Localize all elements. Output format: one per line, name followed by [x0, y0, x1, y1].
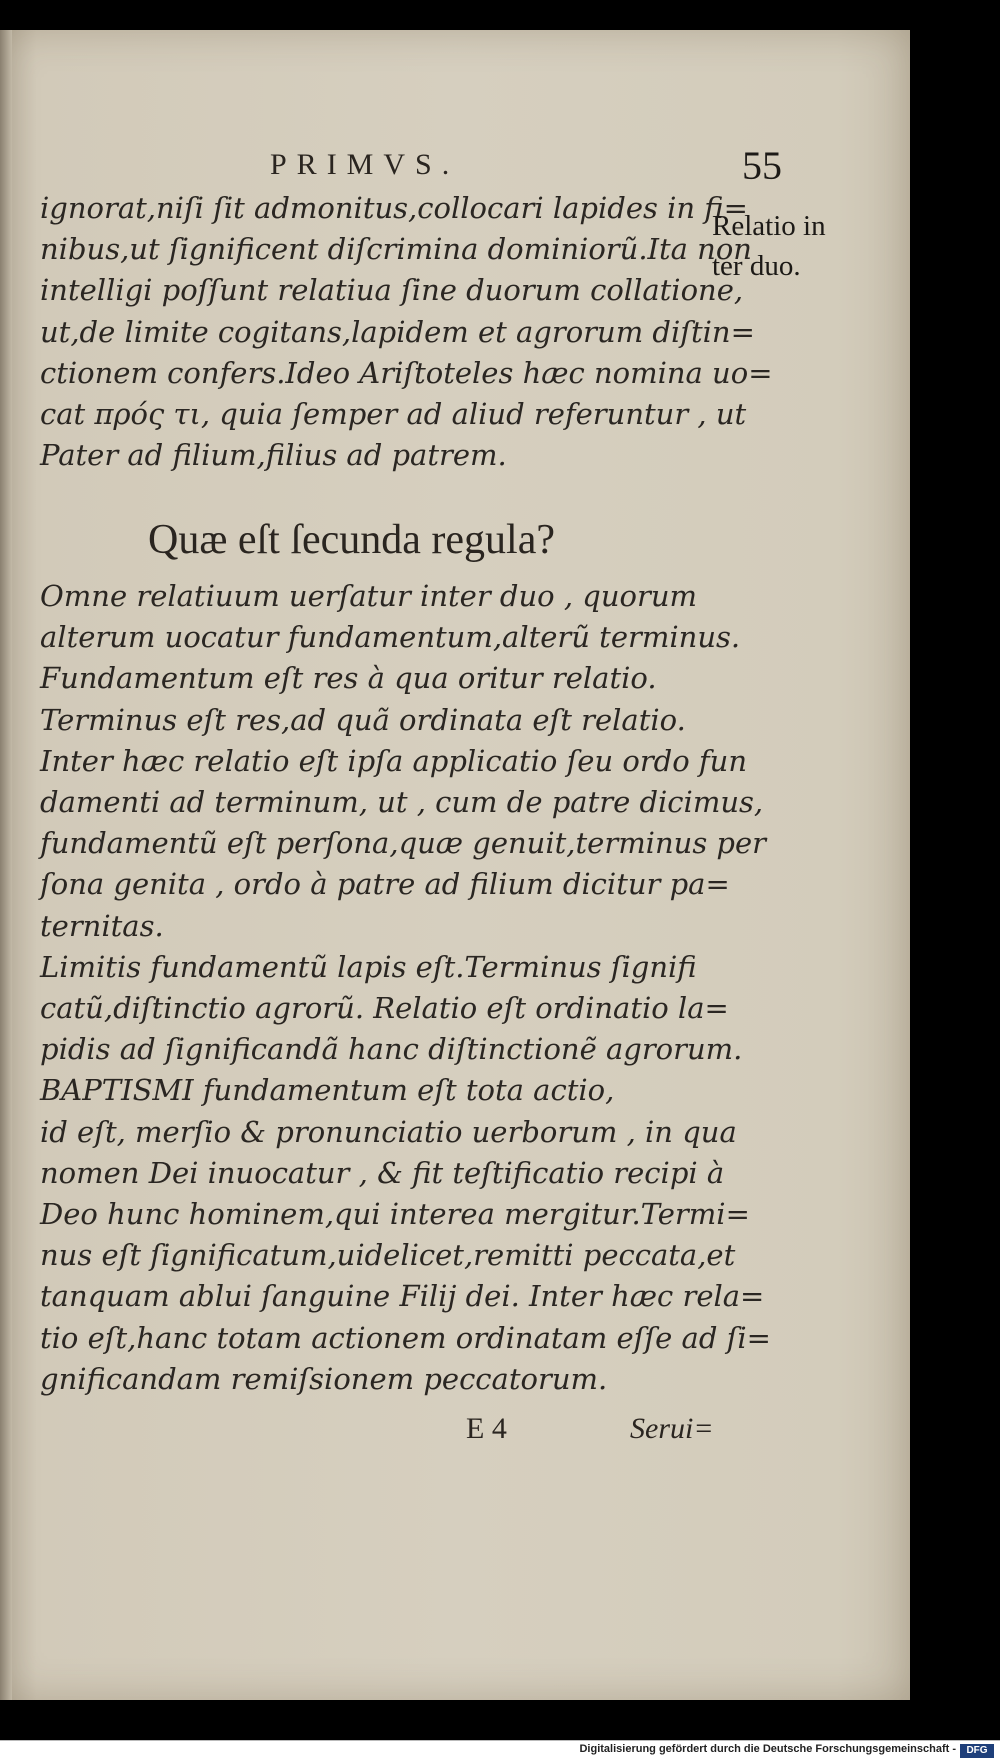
- marginal-note: [712, 206, 892, 286]
- text-line: ctionem confers.Ideo Ariſtoteles hæc nomina uo=: [40, 355, 773, 390]
- text-line: tanquam ablui ſanguine Filij dei. Inter hæc rela=: [40, 1279, 765, 1314]
- text-line: fundamentũ eſt perſona,quæ genuit,terminus per: [40, 826, 767, 861]
- text-line: nomen Dei inuocatur , & fit teſtificatio recipi à: [40, 1155, 725, 1190]
- running-head: PRIMVS.: [270, 148, 460, 181]
- margin-line: Relatio in: [712, 210, 826, 242]
- text-line: gnificandam remiſsionem peccatorum.: [40, 1361, 608, 1396]
- text-line: BAPTISMI fundamentum eſt tota actio,: [40, 1073, 615, 1108]
- text-block-2: [40, 576, 771, 1400]
- footer-bar: [0, 1740, 1000, 1761]
- text-line: Limitis fundamentũ lapis eſt.Terminus ſignifi: [40, 949, 697, 984]
- funding-credit: Digitalisierung gefördert durch die Deutsche Forschungsgemeinschaft -: [579, 1743, 956, 1755]
- text-line: ut,de limite cogitans,lapidem et agrorum diſtin=: [40, 314, 755, 349]
- text-line: Terminus eſt res,ad quã ordinata eſt relatio.: [40, 702, 686, 737]
- margin-line: ter duo.: [712, 250, 801, 282]
- book-page: [0, 30, 910, 1700]
- text-line: id eſt, merſio & pronunciatio uerborum , in qua: [40, 1114, 737, 1149]
- text-line: nibus,ut ſignificent diſcrimina dominiorũ.Ita non: [40, 232, 752, 267]
- section-heading: Quæ eſt ſecunda regula?: [148, 517, 555, 563]
- text-line: damenti ad terminum, ut , cum de patre dicimus,: [40, 785, 764, 820]
- text-line: Inter hæc relatio eſt ipſa applicatio ſeu ordo fun: [40, 743, 748, 778]
- text-line: Pater ad filium,filius ad patrem.: [40, 438, 507, 473]
- catchword: Serui=: [630, 1412, 714, 1445]
- dfg-logo-icon: DFG: [960, 1744, 994, 1758]
- text-line: nus eſt ſignificatum,uidelicet,remitti peccata,et: [40, 1238, 736, 1273]
- text-line: ternitas.: [40, 908, 164, 943]
- text-line: pidis ad ſignificandã hanc diſtinctionẽ agrorum.: [40, 1032, 743, 1067]
- text-line: Fundamentum eſt res à qua oritur relatio.: [40, 661, 657, 696]
- text-line: Omne relatiuum uerſatur inter duo , quorum: [40, 579, 698, 613]
- text-line: cat πρός τι, quia ſemper ad aliud referuntur , ut: [40, 397, 747, 432]
- text-line: alterum uocatur fundamentum,alterũ terminus.: [40, 620, 741, 655]
- text-line: ignorat,niſi ſit admonitus,collocari lapides in fi=: [40, 191, 748, 225]
- text-line: ſona genita , ordo à patre ad filium dicitur pa=: [40, 867, 730, 902]
- text-line: tio eſt,hanc totam actionem ordinatam eſſe ad ſi=: [40, 1320, 771, 1355]
- signature-mark: E 4: [466, 1412, 507, 1445]
- text-line: intelligi poſſunt relatiua ſine duorum collatione,: [40, 273, 744, 308]
- text-line: catũ,diſtinctio agrorũ. Relatio eſt ordinatio la=: [40, 991, 729, 1026]
- page-number: 55: [742, 143, 782, 188]
- text-line: Deo hunc hominem,qui interea mergitur.Termi=: [40, 1197, 750, 1232]
